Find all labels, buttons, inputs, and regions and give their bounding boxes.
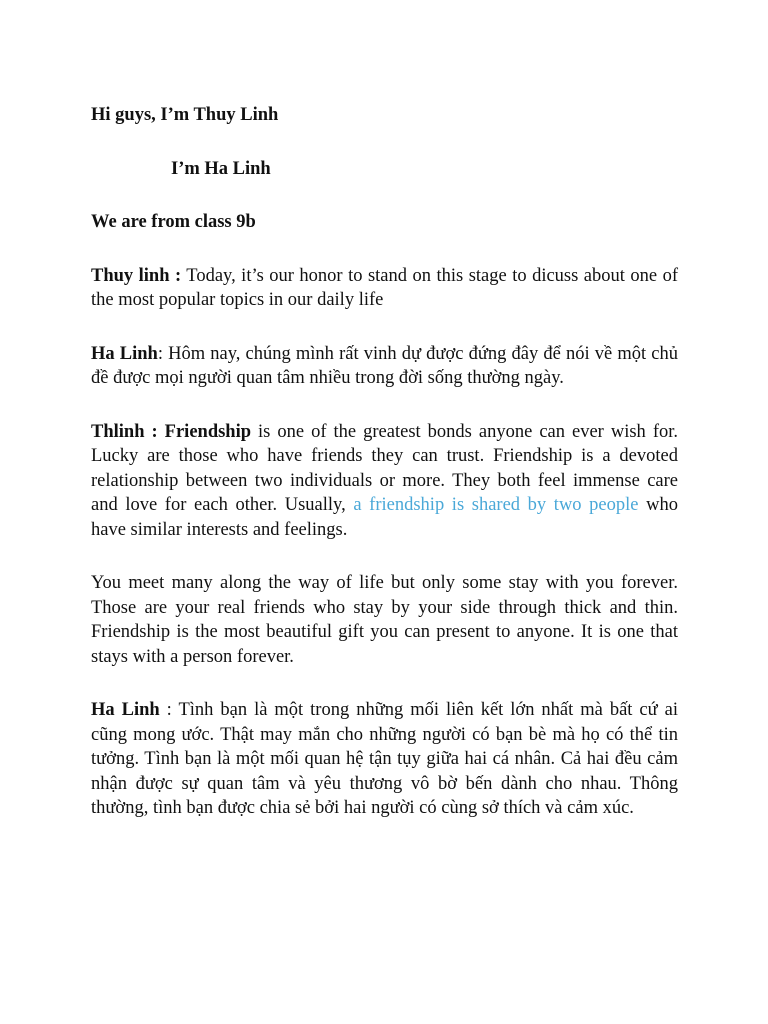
speaker-label: Thuy linh : bbox=[91, 265, 182, 286]
document-body bbox=[91, 103, 678, 850]
paragraph-text: Today, it’s our honor to stand on this stage to dicuss about one of the most popular topics in our daily life bbox=[91, 265, 678, 310]
intro-line-2: I’m Ha Linh bbox=[171, 158, 271, 179]
highlighted-link[interactable]: a friendship is shared by two people bbox=[353, 495, 639, 515]
speaker-label: Ha Linh bbox=[91, 343, 158, 364]
paragraph-text: : Hôm nay, chúng mình rất vinh dự được đứng đây để nói về một chủ đề được mọi người quan tâm nhiều trong đời sống thường ngày. bbox=[91, 343, 678, 388]
paragraph-friendship-definition bbox=[91, 420, 678, 543]
paragraph-text: : Tình bạn là một trong những mối liên kết lớn nhất mà bất cứ ai cũng mong ước. Thật may mắn cho những người có bạn bè mà họ có thể tin tưởng. Tình bạn là một mối quan hệ tận tụy giữa hai cá nhân. Cả hai đều cảm nhận được sự quan tâm và yêu thương vô bờ bến dành cho nhau. Thông thường, tình bạn được chia sẻ bởi hai người có cùng sở thích và cảm xúc. bbox=[91, 700, 678, 818]
paragraph-ha-linh-friendship bbox=[91, 698, 678, 821]
speaker-label: Thlinh : Friendship bbox=[91, 421, 252, 442]
paragraph-text: is one of the greatest bonds anyone can ever wish for. Lucky are those who have friends they can trust. Friendship is a devoted relationship between two individuals or more. They both feel immense care and love for each other. Usually, bbox=[91, 421, 678, 515]
paragraph-text: who have similar interests and feelings. bbox=[91, 495, 678, 540]
intro-line-1: Hi guys, I’m Thuy Linh bbox=[91, 105, 279, 125]
paragraph-real-friends bbox=[91, 571, 678, 669]
intro-line-3: We are from class 9b bbox=[91, 212, 256, 232]
paragraph-text: You meet many along the way of life but only some stay with you forever. Those are your real friends who stay by your side through thick and thin. Friendship is the most beautiful gift you can present to anyone. It is one that stays with a person forever. bbox=[91, 573, 678, 667]
paragraph-ha-linh-opening bbox=[91, 342, 678, 391]
speaker-label: Ha Linh bbox=[91, 700, 160, 720]
paragraph-thuy-linh-opening bbox=[91, 264, 678, 313]
